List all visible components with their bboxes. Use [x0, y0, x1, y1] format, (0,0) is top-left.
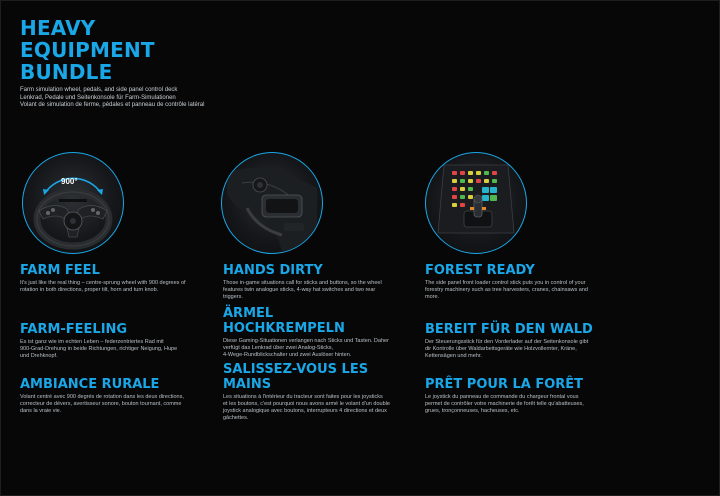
heading-line: FOREST READY: [425, 263, 535, 278]
section-body: [425, 280, 588, 301]
subtitle-line-en: Farm simulation wheel, pedals, and side panel control deck: [20, 87, 178, 93]
section-farm-feeling: [20, 322, 177, 360]
section-body: [20, 339, 177, 360]
heading-line: AMBIANCE RURALE: [20, 377, 160, 392]
body-line: triggers.: [223, 294, 243, 300]
body-line: Es ist ganz wie im echten Leben – federzentriertes Rad mit: [20, 339, 164, 345]
section-body: [20, 280, 186, 294]
subtitle-line-de: Lenkrad, Pedale und Seitenkonsole für Farm-Simulationen: [20, 94, 176, 101]
section-body: [223, 338, 389, 359]
body-line: correcteur de dévers, avertisseur sonore, bouton tournant, comme: [20, 401, 182, 407]
body-line: features twin analogue sticks, 4-way hat switches and two rear: [223, 287, 376, 293]
title-line: HEAVY: [20, 16, 96, 40]
section-heading: [425, 377, 584, 392]
section-body: [223, 280, 382, 301]
title-line: BUNDLE: [20, 60, 113, 84]
body-line: forestry machinery such as tree harvesters, cranes, chainsaws and: [425, 287, 588, 293]
body-line: joystick analogique avec boutons, interrupteurs 4 directions et deux: [223, 408, 387, 414]
heading-line: FARM-FEELING: [20, 322, 128, 337]
heading-line: FARM FEEL: [20, 263, 100, 278]
section-forest-ready: [425, 263, 588, 301]
body-line: permet de contrôler votre machinerie de forêt telle qu'abatteuses,: [425, 401, 584, 407]
wheel-closeup-image: [221, 152, 323, 254]
body-line: Le joystick du panneau de commande du chargeur frontal vous: [425, 394, 579, 400]
heading-line: ÄRMEL: [223, 306, 274, 321]
section-heading: [223, 362, 390, 392]
heading-line: HANDS DIRTY: [223, 263, 323, 278]
section-heading: [20, 377, 184, 392]
section-heading: [425, 263, 588, 278]
body-line: 4-Wege-Rundblickschalter und zwei Auslöser hinten.: [223, 352, 352, 358]
body-line: The side panel front loader control stick puts you in control of your: [425, 280, 586, 286]
side-panel-icon: [426, 153, 526, 253]
section-body: [223, 394, 390, 422]
body-line: verfügt das Lenkrad über zwei Analog-Sticks,: [223, 345, 334, 351]
heading-line: SALISSEZ-VOUS LES: [223, 362, 369, 377]
body-line: 900-Grad-Drehung in beide Richtungen, richtiger Neigung, Hupe: [20, 346, 178, 352]
heading-line: BEREIT FÜR DEN WALD: [425, 322, 593, 337]
section-heading: [223, 306, 389, 336]
rotation-label: 900°: [61, 177, 78, 186]
body-line: Kettensägen und mehr.: [425, 353, 482, 359]
section-aermel-hochkrempeln: [223, 306, 389, 359]
body-line: rotation in both directions, proper tilt, horn and turn knob.: [20, 287, 159, 293]
section-farm-feel: [20, 263, 186, 294]
body-line: dans la vraie vie.: [20, 408, 62, 414]
section-heading: [223, 263, 382, 278]
side-panel-image: [425, 152, 527, 254]
section-heading: [20, 322, 177, 337]
body-line: Der Steuerungsstick für den Vorderlader auf der Seitenkonsole gibt: [425, 339, 589, 345]
section-hands-dirty: [223, 263, 382, 301]
heading-line: HOCHKREMPELN: [223, 321, 345, 336]
body-line: more.: [425, 294, 440, 300]
section-pret-pour-la-foret: [425, 377, 584, 415]
body-line: gâchettes.: [223, 415, 249, 421]
body-line: und Drehknopf.: [20, 353, 58, 359]
section-body: [20, 394, 184, 415]
section-heading: [425, 322, 593, 337]
title-line: EQUIPMENT: [20, 38, 155, 62]
section-body: [425, 339, 593, 360]
body-line: It's just like the real thing – centre-sprung wheel with 900 degrees of: [20, 280, 186, 286]
section-body: [425, 394, 584, 415]
section-salissez-vous: [223, 362, 390, 422]
body-line: et les boutons, c'est pourquoi nous avons armé le volant d'un double: [223, 401, 390, 407]
body-line: Volant centré avec 900 degrés de rotation dans les deux directions,: [20, 394, 184, 400]
wheel-image: [22, 152, 124, 254]
heading-line: MAINS: [223, 377, 272, 392]
body-line: Diese Gaming-Situationen verlangen nach Sticks und Tasten. Daher: [223, 338, 389, 344]
page-subtitle: [20, 87, 204, 110]
body-line: grues, tronçonneuses, hacheuses, etc.: [425, 408, 520, 414]
body-line: dir Kontrolle über Waldarbeitsgeräte wie Holzvollernter, Kräne,: [425, 346, 577, 352]
body-line: Those in-game situations call for sticks and buttons, so the wheel: [223, 280, 382, 286]
section-heading: [20, 263, 186, 278]
section-ambiance-rurale: [20, 377, 184, 415]
wheel-hub-icon: [222, 153, 322, 253]
body-line: Les situations à l'intérieur du tracteur sont faites pour les joysticks: [223, 394, 383, 400]
heading-line: PRÊT POUR LA FORÊT: [425, 377, 584, 392]
page-title: [20, 17, 155, 83]
steering-wheel-icon: [23, 153, 123, 253]
subtitle-line-fr: Volant de simulation de ferme, pédales et panneau de contrôle latéral: [20, 102, 205, 108]
section-bereit-fuer-den-wald: [425, 322, 593, 360]
